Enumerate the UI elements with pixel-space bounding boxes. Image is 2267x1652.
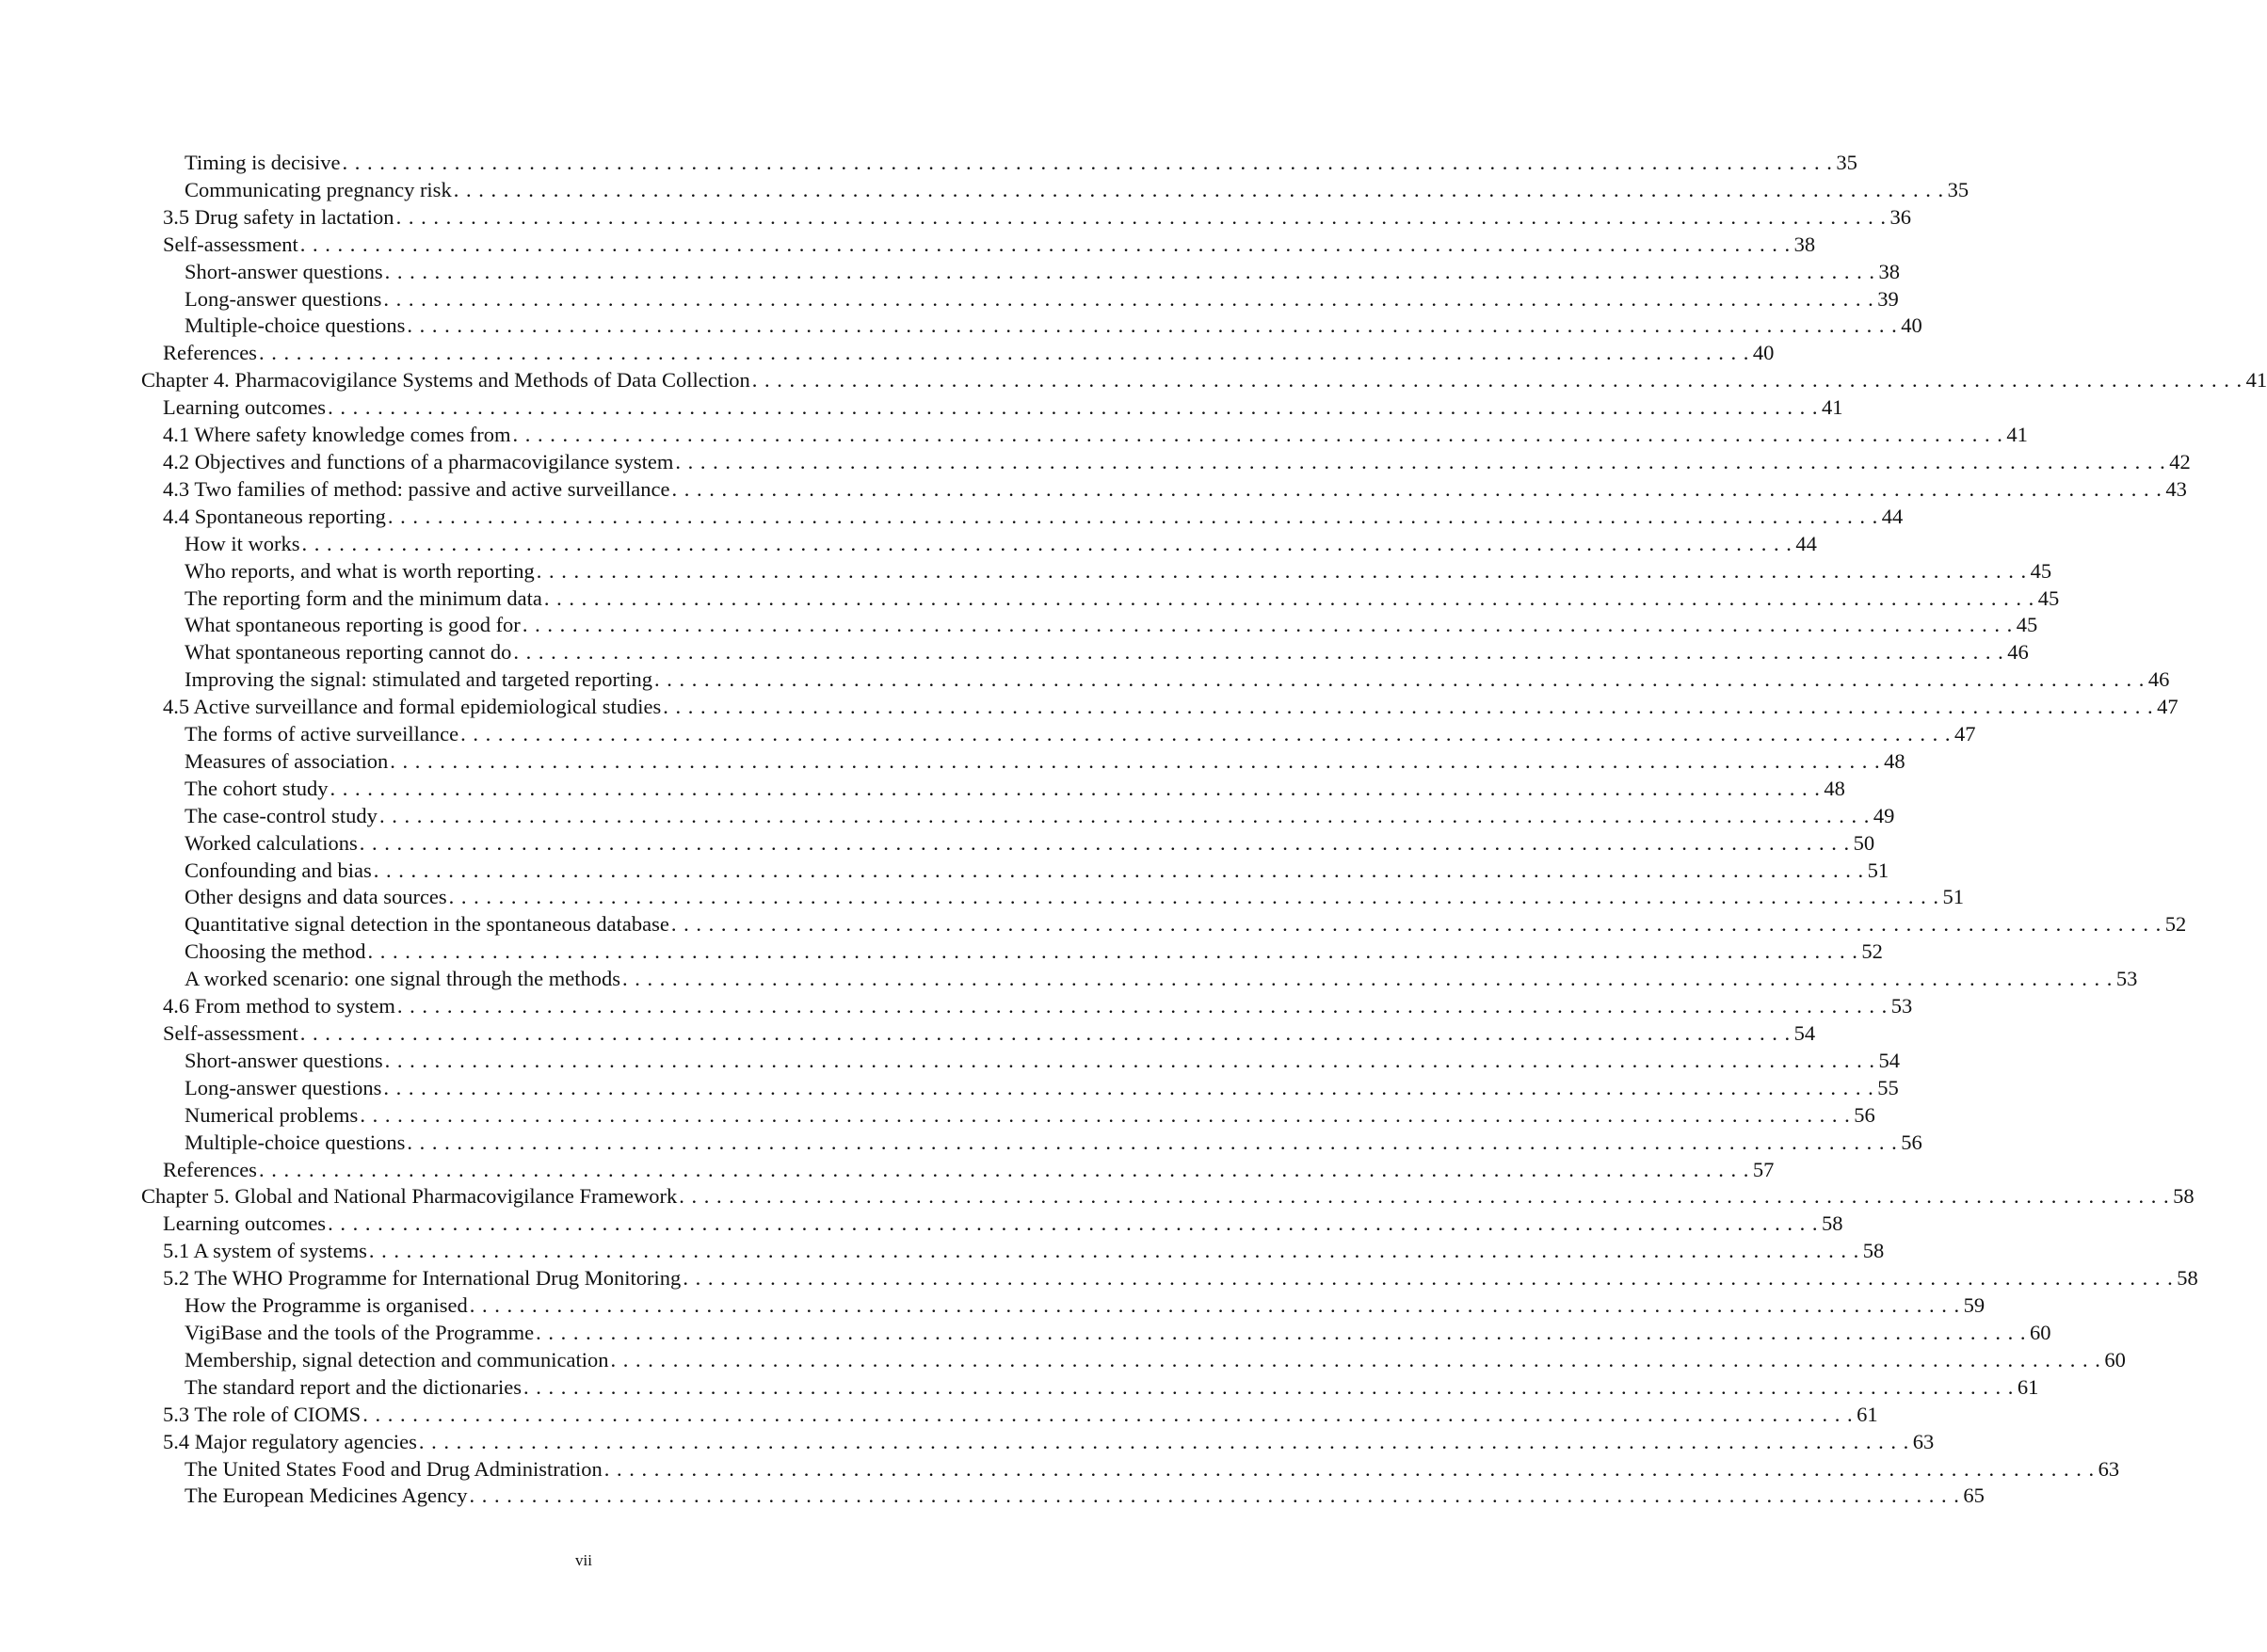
toc-entry-page: 54 (1878, 1048, 1900, 1072)
toc-entry-page: 51 (1942, 885, 1965, 909)
toc-dot-leader: . . . . . . . . . . . . . . . . . . . . . . . . . . . . . . . . . . . . . . . . . . . . . . . . . . . . . . . . . . . . . . . . . . . . . . . . . . . . . . . . . . . . . . . . . . . . . . . . . . . . . . . . . . . . . . . . . . . . . . . . (396, 994, 1889, 1018)
toc-entry[interactable] (141, 694, 2179, 721)
toc-entry-title: 4.1 Where safety knowledge comes from (163, 423, 511, 447)
toc-entry-title: Multiple-choice questions (185, 1130, 406, 1154)
toc-entry[interactable] (141, 422, 2028, 449)
toc-entry-title: Improving the signal: stimulated and targeted reporting (185, 667, 652, 692)
toc-entry-title: 4.4 Spontaneous reporting (163, 504, 386, 528)
toc-dot-leader: . . . . . . . . . . . . . . . . . . . . . . . . . . . . . . . . . . . . . . . . . . . . . . . . . . . . . . . . . . . . . . . . . . . . . . . . . . . . . . . . . . . . . . . . . . . . . . . . . . . . . . . . . . . . . . . . . . . . . . . . (653, 667, 2146, 692)
toc-entry[interactable] (141, 1292, 1986, 1320)
toc-entry[interactable] (141, 177, 1970, 204)
toc-entry[interactable] (141, 884, 1965, 911)
toc-entry-title: 5.1 A system of systems (163, 1239, 367, 1263)
toc-chapter-entry[interactable] (141, 367, 2267, 394)
toc-entry-title: Learning outcomes (163, 395, 327, 420)
toc-dot-leader: . . . . . . . . . . . . . . . . . . . . . . . . . . . . . . . . . . . . . . . . . . . . . . . . . . . . . . . . . . . . . . . . . . . . . . . . . . . . . . . . . . . . . . . . . . . . . . . . . . . . . . . . . . . . . . . . . . . . . . . . (448, 885, 1940, 909)
toc-entry-title: Multiple-choice questions (185, 313, 406, 338)
toc-entry-title: Learning outcomes (163, 1211, 327, 1236)
toc-dot-leader: . . . . . . . . . . . . . . . . . . . . . . . . . . . . . . . . . . . . . . . . . . . . . . . . . . . . . . . . . . . . . . . . . . . . . . . . . . . . . . . . . . . . . . . . . . . . . . . . . . . . . . . . . . . . . . . . . . . . . . . . (395, 204, 1887, 229)
toc-entry-title: The cohort study (185, 776, 329, 800)
toc-dot-leader: . . . . . . . . . . . . . . . . . . . . . . . . . . . . . . . . . . . . . . . . . . . . . . . . . . . . . . . . . . . . . . . . . . . . . . . . . . . . . . . . . . . . . . . . . . . . . . . . . . . . . . . . . . . . . . . . . . . . . . . . (460, 722, 1952, 746)
toc-entry-page: 48 (1884, 748, 1905, 773)
toc-entry-title: References (163, 1157, 257, 1181)
toc-entry-title: A worked scenario: one signal through the methods (185, 967, 621, 991)
toc-dot-leader: . . . . . . . . . . . . . . . . . . . . . . . . . . . . . . . . . . . . . . . . . . . . . . . . . . . . . . . . . . . . . . . . . . . . . . . . . . . . . . . . . . . . . . . . . . . . . . . . . . . . . . . . . . . . . . . . . . . . . . . . (683, 1266, 2174, 1291)
toc-entry-title: Long-answer questions (185, 1075, 382, 1099)
toc-entry[interactable] (141, 858, 1889, 885)
toc-dot-leader: . . . . . . . . . . . . . . . . . . . . . . . . . . . . . . . . . . . . . . . . . . . . . . . . . . . . . . . . . . . . . . . . . . . . . . . . . . . . . . . . . . . . . . . . . . . . . . . . . . . . . . . . . . . . . . . . . . . . . . . . (453, 177, 1945, 201)
toc-dot-leader: . . . . . . . . . . . . . . . . . . . . . . . . . . . . . . . . . . . . . . . . . . . . . . . . . . . . . . . . . . . . . . . . . . . . . . . . . . . . . . . . . . . . . . . . . . . . . . . . . . . . . . . . . . . . . . . . . . . . . . . . (383, 286, 1874, 311)
toc-entry[interactable] (141, 966, 2138, 993)
toc-entry-title: 4.5 Active surveillance and formal epidemiological studies (163, 695, 662, 719)
toc-entry[interactable] (141, 1130, 1922, 1157)
toc-entry[interactable] (141, 476, 2187, 504)
toc-dot-leader: . . . . . . . . . . . . . . . . . . . . . . . . . . . . . . . . . . . . . . . . . . . . . . . . . . . . . . . . . . . . . . . . . . . . . . . . . . . . . . . . . . . . . . . . . . . . . . . . . . . . . . . . . . . . . . . . . . . . . . . . (543, 585, 2035, 610)
table-of-contents (141, 150, 2267, 1510)
toc-entry-page: 52 (2164, 912, 2187, 937)
toc-dot-leader: . . . . . . . . . . . . . . . . . . . . . . . . . . . . . . . . . . . . . . . . . . . . . . . . . . . . . . . . . . . . . . . . . . . . . . . . . . . . . . . . . . . . . . . . . . . . . . . . . . . . . . . . . . . . . . . . . . . . . . . . (387, 504, 1879, 528)
toc-dot-leader: . . . . . . . . . . . . . . . . . . . . . . . . . . . . . . . . . . . . . . . . . . . . . . . . . . . . . . . . . . . . . . . . . . . . . . . . . . . . . . . . . . . . . . . . . . . . . . . . . . . . . . . . . . . . . . . . . . . . . . . . (359, 830, 1851, 855)
toc-entry-title: 4.3 Two families of method: passive and active surveillance (163, 476, 670, 501)
toc-entry-page: 44 (1795, 531, 1817, 555)
toc-entry-page: 63 (1912, 1429, 1935, 1453)
toc-entry-title: Short-answer questions (185, 1048, 383, 1072)
toc-entry-page: 35 (1947, 177, 1970, 201)
toc-entry-page: 46 (2007, 640, 2029, 665)
toc-entry-page: 41 (2006, 423, 2028, 447)
toc-entry[interactable] (141, 313, 1922, 340)
toc-entry[interactable] (141, 748, 1905, 776)
toc-dot-leader: . . . . . . . . . . . . . . . . . . . . . . . . . . . . . . . . . . . . . . . . . . . . . . . . . . . . . . . . . . . . . . . . . . . . . . . . . . . . . . . . . . . . . . . . . . . . . . . . . . . . . . . . . . . . . . . . . . . . . . . . (328, 1211, 1819, 1236)
toc-entry-title: Communicating pregnancy risk (185, 177, 452, 201)
toc-dot-leader: . . . . . . . . . . . . . . . . . . . . . . . . . . . . . . . . . . . . . . . . . . . . . . . . . . . . . . . . . . . . . . . . . . . . . . . . . . . . . . . . . . . . . . . . . . . . . . . . . . . . . . . . . . . . . . . . . . . . . . . . (512, 423, 2003, 447)
toc-entry-page: 49 (1873, 803, 1895, 827)
toc-dot-leader: . . . . . . . . . . . . . . . . . . . . . . . . . . . . . . . . . . . . . . . . . . . . . . . . . . . . . . . . . . . . . . . . . . . . . . . . . . . . . . . . . . . . . . . . . . . . . . . . . . . . . . . . . . . . . . . . . . . . . . . . (362, 1402, 1854, 1426)
toc-entry-page: 57 (1752, 1157, 1775, 1181)
toc-entry-page: 41 (2245, 368, 2267, 393)
toc-entry-title: The forms of active surveillance (185, 722, 459, 746)
toc-dot-leader: . . . . . . . . . . . . . . . . . . . . . . . . . . . . . . . . . . . . . . . . . . . . . . . . . . . . . . . . . . . . . . . . . . . . . . . . . . . . . . . . . . . . . . . . . . . . . . . . . . . . . . . . . . . . . . . . . . . . . . . . (407, 1130, 1898, 1154)
toc-entry-page: 59 (1963, 1293, 1986, 1318)
toc-dot-leader: . . . . . . . . . . . . . . . . . . . . . . . . . . . . . . . . . . . . . . . . . . . . . . . . . . . . . . . . . . . . . . . . . . . . . . . . . . . . . . . . . . . . . . . . . . . . . . . . . . . . . . . . . . . . . . . . . . . . . . . . (663, 695, 2154, 719)
toc-entry-page: 46 (2147, 667, 2170, 692)
toc-entry[interactable] (141, 1265, 2198, 1292)
toc-entry-page: 53 (1890, 994, 1913, 1018)
toc-dot-leader: . . . . . . . . . . . . . . . . . . . . . . . . . . . . . . . . . . . . . . . . . . . . . . . . . . . . . . . . . . . . . . . . . . . . . . . . . . . . . . . . . . . . . . . . . . . . . . . . . . . . . . . . . . . . . . . . . . . . . . . . (536, 1320, 2027, 1344)
toc-entry-page: 61 (2017, 1374, 2039, 1399)
toc-dot-leader: . . . . . . . . . . . . . . . . . . . . . . . . . . . . . . . . . . . . . . . . . . . . . . . . . . . . . . . . . . . . . . . . . . . . . . . . . . . . . . . . . . . . . . . . . . . . . . . . . . . . . . . . . . . . . . . . . . . . . . . . (407, 313, 1898, 338)
toc-entry[interactable] (141, 1157, 1775, 1184)
toc-entry-title: 4.6 From method to system (163, 994, 395, 1018)
toc-entry[interactable] (141, 1456, 2120, 1484)
toc-entry-title: What spontaneous reporting is good for (185, 613, 521, 637)
toc-entry[interactable] (141, 558, 2052, 585)
toc-entry[interactable] (141, 286, 1899, 313)
toc-entry[interactable] (141, 993, 1913, 1020)
toc-entry-page: 43 (2165, 476, 2187, 501)
toc-entry[interactable] (141, 585, 2060, 613)
toc-entry-page: 42 (2169, 449, 2191, 473)
toc-entry-title: Short-answer questions (185, 259, 383, 283)
toc-entry[interactable] (141, 1048, 1900, 1075)
toc-entry-title: Numerical problems (185, 1102, 359, 1127)
toc-entry-title: Long-answer questions (185, 286, 382, 311)
toc-entry[interactable] (141, 1320, 2051, 1347)
toc-dot-leader: . . . . . . . . . . . . . . . . . . . . . . . . . . . . . . . . . . . . . . . . . . . . . . . . . . . . . . . . . . . . . . . . . . . . . . . . . . . . . . . . . . . . . . . . . . . . . . . . . . . . . . . . . . . . . . . . . . . . . . . . (384, 1048, 1875, 1072)
toc-entry-title: The United States Food and Drug Administration (185, 1456, 603, 1481)
toc-entry[interactable] (141, 1211, 1843, 1238)
toc-entry[interactable] (141, 394, 1843, 422)
toc-entry[interactable] (141, 938, 1883, 966)
toc-entry-title: Worked calculations (185, 830, 358, 855)
toc-dot-leader: . . . . . . . . . . . . . . . . . . . . . . . . . . . . . . . . . . . . . . . . . . . . . . . . . . . . . . . . . . . . . . . . . . . . . . . . . . . . . . . . . . . . . . . . . . . . . . . . . . . . . . . . . . . . . . . . . . . . . . . . (670, 912, 2162, 937)
toc-entry-title: Quantitative signal detection in the spontaneous database (185, 912, 669, 937)
toc-entry-title: Other designs and data sources (185, 885, 447, 909)
toc-entry-page: 38 (1878, 259, 1900, 283)
toc-entry[interactable] (141, 639, 2029, 666)
toc-entry-title: 5.3 The role of CIOMS (163, 1402, 362, 1426)
toc-entry[interactable] (141, 259, 1900, 286)
toc-dot-leader: . . . . . . . . . . . . . . . . . . . . . . . . . . . . . . . . . . . . . . . . . . . . . . . . . . . . . . . . . . . . . . . . . . . . . . . . . . . . . . . . . . . . . . . . . . . . . . . . . . . . . . . . . . . . . . . . . . . . . . . . (258, 1157, 1750, 1181)
toc-entry-title: Who reports, and what is worth reporting (185, 558, 535, 583)
toc-dot-leader: . . . . . . . . . . . . . . . . . . . . . . . . . . . . . . . . . . . . . . . . . . . . . . . . . . . . . . . . . . . . . . . . . . . . . . . . . . . . . . . . . . . . . . . . . . . . . . . . . . . . . . . . . . . . . . . . . . . . . . . . (469, 1293, 1961, 1318)
toc-entry-page: 58 (1821, 1211, 1843, 1236)
toc-entry-title: 5.4 Major regulatory agencies (163, 1429, 417, 1453)
toc-entry-title: The standard report and the dictionaries (185, 1374, 522, 1399)
toc-entry-page: 58 (2173, 1184, 2195, 1209)
toc-entry-title: Choosing the method (185, 939, 366, 964)
toc-dot-leader: . . . . . . . . . . . . . . . . . . . . . . . . . . . . . . . . . . . . . . . . . . . . . . . . . . . . . . . . . . . . . . . . . . . . . . . . . . . . . . . . . . . . . . . . . . . . . . . . . . . . . . . . . . . . . . . . . . . . . . . . (368, 1239, 1860, 1263)
toc-entry-page: 45 (2016, 613, 2038, 637)
toc-entry[interactable] (141, 340, 1775, 367)
toc-entry[interactable] (141, 204, 1911, 232)
toc-dot-leader: . . . . . . . . . . . . . . . . . . . . . . . . . . . . . . . . . . . . . . . . . . . . . . . . . . . . . . . . . . . . . . . . . . . . . . . . . . . . . . . . . . . . . . . . . . . . . . . . . . . . . . . . . . . . . . . . . . . . . . . . (258, 341, 1750, 365)
toc-entry[interactable] (141, 449, 2191, 476)
toc-entry[interactable] (141, 232, 1816, 259)
toc-entry[interactable] (141, 612, 2038, 639)
toc-entry-page: 51 (1867, 858, 1889, 882)
toc-entry[interactable] (141, 1429, 1935, 1456)
toc-chapter-entry[interactable] (141, 1183, 2195, 1211)
toc-entry-title: Self-assessment (163, 1021, 298, 1045)
toc-entry-page: 56 (1901, 1130, 1922, 1154)
toc-entry-title: Self-assessment (163, 232, 298, 256)
toc-entry[interactable] (141, 1020, 1816, 1048)
toc-entry-page: 47 (1954, 722, 1976, 746)
toc-entry-title: Chapter 4. Pharmacovigilance Systems and Methods of Data Collection (141, 368, 750, 393)
toc-entry[interactable] (141, 531, 1817, 558)
toc-entry[interactable] (141, 1402, 1878, 1429)
toc-entry-page: 61 (1857, 1402, 1878, 1426)
toc-dot-leader: . . . . . . . . . . . . . . . . . . . . . . . . . . . . . . . . . . . . . . . . . . . . . . . . . . . . . . . . . . . . . . . . . . . . . . . . . . . . . . . . . . . . . . . . . . . . . . . . . . . . . . . . . . . . . . . . . . . . . . . . (383, 1075, 1874, 1099)
toc-entry-title: The European Medicines Agency (185, 1484, 468, 1508)
toc-dot-leader: . . . . . . . . . . . . . . . . . . . . . . . . . . . . . . . . . . . . . . . . . . . . . . . . . . . . . . . . . . . . . . . . . . . . . . . . . . . . . . . . . . . . . . . . . . . . . . . . . . . . . . . . . . . . . . . . . . . . . . . . (469, 1484, 1960, 1508)
toc-dot-leader: . . . . . . . . . . . . . . . . . . . . . . . . . . . . . . . . . . . . . . . . . . . . . . . . . . . . . . . . . . . . . . . . . . . . . . . . . . . . . . . . . . . . . . . . . . . . . . . . . . . . . . . . . . . . . . . . . . . . . . . . (360, 1102, 1851, 1127)
toc-entry-page: 45 (2030, 558, 2052, 583)
toc-dot-leader: . . . . . . . . . . . . . . . . . . . . . . . . . . . . . . . . . . . . . . . . . . . . . . . . . . . . . . . . . . . . . . . . . . . . . . . . . . . . . . . . . . . . . . . . . . . . . . . . . . . . . . . . . . . . . . . . . . . . . . . . (373, 858, 1865, 882)
toc-entry[interactable] (141, 1075, 1899, 1102)
toc-dot-leader: . . . . . . . . . . . . . . . . . . . . . . . . . . . . . . . . . . . . . . . . . . . . . . . . . . . . . . . . . . . . . . . . . . . . . . . . . . . . . . . . . . . . . . . . . . . . . . . . . . . . . . . . . . . . . . . . . . . . . . . . (330, 776, 1821, 800)
toc-entry-page: 39 (1877, 286, 1899, 311)
toc-entry[interactable] (141, 911, 2187, 938)
toc-dot-leader: . . . . . . . . . . . . . . . . . . . . . . . . . . . . . . . . . . . . . . . . . . . . . . . . . . . . . . . . . . . . . . . . . . . . . . . . . . . . . . . . . . . . . . . . . . . . . . . . . . . . . . . . . . . . . . . . . . . . . . . . (513, 640, 2004, 665)
toc-entry-title: 5.2 The WHO Programme for International Drug Monitoring (163, 1266, 682, 1291)
toc-dot-leader: . . . . . . . . . . . . . . . . . . . . . . . . . . . . . . . . . . . . . . . . . . . . . . . . . . . . . . . . . . . . . . . . . . . . . . . . . . . . . . . . . . . . . . . . . . . . . . . . . . . . . . . . . . . . . . . . . . . . . . . . (610, 1347, 2101, 1371)
toc-entry-page: 55 (1877, 1075, 1899, 1099)
toc-entry-page: 60 (2029, 1320, 2051, 1344)
page-number: vii (575, 1551, 592, 1569)
toc-entry-title: Chapter 5. Global and National Pharmacovigilance Framework (141, 1184, 678, 1209)
toc-dot-leader: . . . . . . . . . . . . . . . . . . . . . . . . . . . . . . . . . . . . . . . . . . . . . . . . . . . . . . . . . . . . . . . . . . . . . . . . . . . . . . . . . . . . . . . . . . . . . . . . . . . . . . . . . . . . . . . . . . . . . . . . (603, 1456, 2096, 1481)
toc-entry-page: 40 (1901, 313, 1922, 338)
toc-entry[interactable] (141, 150, 1857, 177)
toc-entry-title: 4.2 Objectives and functions of a pharmacovigilance system (163, 449, 674, 473)
toc-entry-page: 65 (1963, 1484, 1985, 1508)
toc-entry[interactable] (141, 666, 2170, 694)
toc-entry-title: Measures of association (185, 748, 389, 773)
toc-dot-leader: . . . . . . . . . . . . . . . . . . . . . . . . . . . . . . . . . . . . . . . . . . . . . . . . . . . . . . . . . . . . . . . . . . . . . . . . . . . . . . . . . . . . . . . . . . . . . . . . . . . . . . . . . . . . . . . . . . . . . . . . (418, 1429, 1910, 1453)
toc-dot-leader: . . . . . . . . . . . . . . . . . . . . . . . . . . . . . . . . . . . . . . . . . . . . . . . . . . . . . . . . . . . . . . . . . . . . . . . . . . . . . . . . . . . . . . . . . . . . . . . . . . . . . . . . . . . . . . . . . . . . . . . . (671, 476, 2162, 501)
toc-entry-page: 40 (1752, 341, 1775, 365)
toc-dot-leader: . . . . . . . . . . . . . . . . . . . . . . . . . . . . . . . . . . . . . . . . . . . . . . . . . . . . . . . . . . . . . . . . . . . . . . . . . . . . . . . . . . . . . . . . . . . . . . . . . . . . . . . . . . . . . . . . . . . . . . . . (751, 368, 2243, 393)
toc-dot-leader: . . . . . . . . . . . . . . . . . . . . . . . . . . . . . . . . . . . . . . . . . . . . . . . . . . . . . . . . . . . . . . . . . . . . . . . . . . . . . . . . . . . . . . . . . . . . . . . . . . . . . . . . . . . . . . . . . . . . . . . . (675, 449, 2166, 473)
toc-entry-page: 44 (1881, 504, 1904, 528)
toc-entry-page: 41 (1821, 395, 1843, 420)
toc-entry[interactable] (141, 504, 1904, 531)
toc-entry-page: 56 (1854, 1102, 1875, 1127)
toc-entry-title: What spontaneous reporting cannot do (185, 640, 512, 665)
toc-entry-page: 60 (2104, 1347, 2126, 1371)
toc-entry[interactable] (141, 1102, 1875, 1130)
toc-entry-page: 45 (2037, 585, 2060, 610)
toc-dot-leader: . . . . . . . . . . . . . . . . . . . . . . . . . . . . . . . . . . . . . . . . . . . . . . . . . . . . . . . . . . . . . . . . . . . . . . . . . . . . . . . . . . . . . . . . . . . . . . . . . . . . . . . . . . . . . . . . . . . . . . . . (390, 748, 1881, 773)
toc-entry-page: 47 (2157, 695, 2179, 719)
toc-entry-page: 35 (1836, 151, 1857, 174)
toc-entry[interactable] (141, 1374, 2039, 1402)
toc-entry[interactable] (141, 1483, 1985, 1510)
toc-dot-leader: . . . . . . . . . . . . . . . . . . . . . . . . . . . . . . . . . . . . . . . . . . . . . . . . . . . . . . . . . . . . . . . . . . . . . . . . . . . . . . . . . . . . . . . . . . . . . . . . . . . . . . . . . . . . . . . . . . . . . . . . (679, 1184, 2170, 1209)
toc-entry-page: 52 (1861, 939, 1883, 964)
toc-entry-title: How the Programme is organised (185, 1293, 468, 1318)
toc-entry-title: Membership, signal detection and communication (185, 1347, 609, 1371)
toc-dot-leader: . . . . . . . . . . . . . . . . . . . . . . . . . . . . . . . . . . . . . . . . . . . . . . . . . . . . . . . . . . . . . . . . . . . . . . . . . . . . . . . . . . . . . . . . . . . . . . . . . . . . . . . . . . . . . . . . . . . . . . . . (522, 613, 2014, 637)
toc-dot-leader: . . . . . . . . . . . . . . . . . . . . . . . . . . . . . . . . . . . . . . . . . . . . . . . . . . . . . . . . . . . . . . . . . . . . . . . . . . . . . . . . . . . . . . . . . . . . . . . . . . . . . . . . . . . . . . . . . . . . . . . . (536, 558, 2028, 583)
toc-entry-page: 38 (1793, 232, 1816, 256)
toc-dot-leader: . . . . . . . . . . . . . . . . . . . . . . . . . . . . . . . . . . . . . . . . . . . . . . . . . . . . . . . . . . . . . . . . . . . . . . . . . . . . . . . . . . . . . . . . . . . . . . . . . . . . . . . . . . . . . . . . . . . . . . . . (328, 395, 1819, 420)
toc-entry[interactable] (141, 803, 1895, 830)
toc-entry-page: 58 (2177, 1266, 2198, 1291)
toc-entry-title: How it works (185, 531, 300, 555)
toc-entry[interactable] (141, 830, 1875, 858)
toc-entry-title: VigiBase and the tools of the Programme (185, 1320, 535, 1344)
toc-entry-page: 53 (2115, 967, 2138, 991)
toc-dot-leader: . . . . . . . . . . . . . . . . . . . . . . . . . . . . . . . . . . . . . . . . . . . . . . . . . . . . . . . . . . . . . . . . . . . . . . . . . . . . . . . . . . . . . . . . . . . . . . . . . . . . . . . . . . . . . . . . . . . . . . . . (622, 967, 2114, 991)
toc-dot-leader: . . . . . . . . . . . . . . . . . . . . . . . . . . . . . . . . . . . . . . . . . . . . . . . . . . . . . . . . . . . . . . . . . . . . . . . . . . . . . . . . . . . . . . . . . . . . . . . . . . . . . . . . . . . . . . . . . . . . . . . . (301, 531, 1793, 555)
toc-entry-title: The case-control study (185, 803, 378, 827)
toc-entry[interactable] (141, 721, 1976, 748)
toc-entry[interactable] (141, 1238, 1885, 1265)
toc-entry-title: The reporting form and the minimum data (185, 585, 542, 610)
toc-dot-leader: . . . . . . . . . . . . . . . . . . . . . . . . . . . . . . . . . . . . . . . . . . . . . . . . . . . . . . . . . . . . . . . . . . . . . . . . . . . . . . . . . . . . . . . . . . . . . . . . . . . . . . . . . . . . . . . . . . . . . . . . (384, 259, 1875, 283)
toc-dot-leader: . . . . . . . . . . . . . . . . . . . . . . . . . . . . . . . . . . . . . . . . . . . . . . . . . . . . . . . . . . . . . . . . . . . . . . . . . . . . . . . . . . . . . . . . . . . . . . . . . . . . . . . . . . . . . . . . . . . . . . . . (523, 1374, 2015, 1399)
toc-dot-leader: . . . . . . . . . . . . . . . . . . . . . . . . . . . . . . . . . . . . . . . . . . . . . . . . . . . . . . . . . . . . . . . . . . . . . . . . . . . . . . . . . . . . . . . . . . . . . . . . . . . . . . . . . . . . . . . . . . . . . . . . (367, 939, 1858, 964)
toc-entry-page: 36 (1889, 204, 1911, 229)
toc-dot-leader: . . . . . . . . . . . . . . . . . . . . . . . . . . . . . . . . . . . . . . . . . . . . . . . . . . . . . . . . . . . . . . . . . . . . . . . . . . . . . . . . . . . . . . . . . . . . . . . . . . . . . . . . . . . . . . . . . . . . . . . . (299, 232, 1792, 256)
toc-entry-page: 54 (1793, 1021, 1816, 1045)
toc-entry-title: References (163, 341, 257, 365)
toc-entry-page: 48 (1824, 776, 1845, 800)
toc-entry-title: 3.5 Drug safety in lactation (163, 204, 394, 229)
toc-entry-title: Confounding and bias (185, 858, 372, 882)
toc-entry[interactable] (141, 1347, 2126, 1374)
toc-entry-title: Timing is decisive (185, 151, 341, 174)
toc-dot-leader: . . . . . . . . . . . . . . . . . . . . . . . . . . . . . . . . . . . . . . . . . . . . . . . . . . . . . . . . . . . . . . . . . . . . . . . . . . . . . . . . . . . . . . . . . . . . . . . . . . . . . . . . . . . . . . . . . . . . . . . . (378, 803, 1871, 827)
toc-entry-page: 50 (1853, 830, 1875, 855)
toc-entry[interactable] (141, 776, 1845, 803)
toc-dot-leader: . . . . . . . . . . . . . . . . . . . . . . . . . . . . . . . . . . . . . . . . . . . . . . . . . . . . . . . . . . . . . . . . . . . . . . . . . . . . . . . . . . . . . . . . . . . . . . . . . . . . . . . . . . . . . . . . . . . . . . . . (342, 151, 1833, 174)
toc-entry-page: 63 (2098, 1456, 2120, 1481)
toc-entry-page: 58 (1862, 1239, 1885, 1263)
toc-dot-leader: . . . . . . . . . . . . . . . . . . . . . . . . . . . . . . . . . . . . . . . . . . . . . . . . . . . . . . . . . . . . . . . . . . . . . . . . . . . . . . . . . . . . . . . . . . . . . . . . . . . . . . . . . . . . . . . . . . . . . . . . (299, 1021, 1792, 1045)
